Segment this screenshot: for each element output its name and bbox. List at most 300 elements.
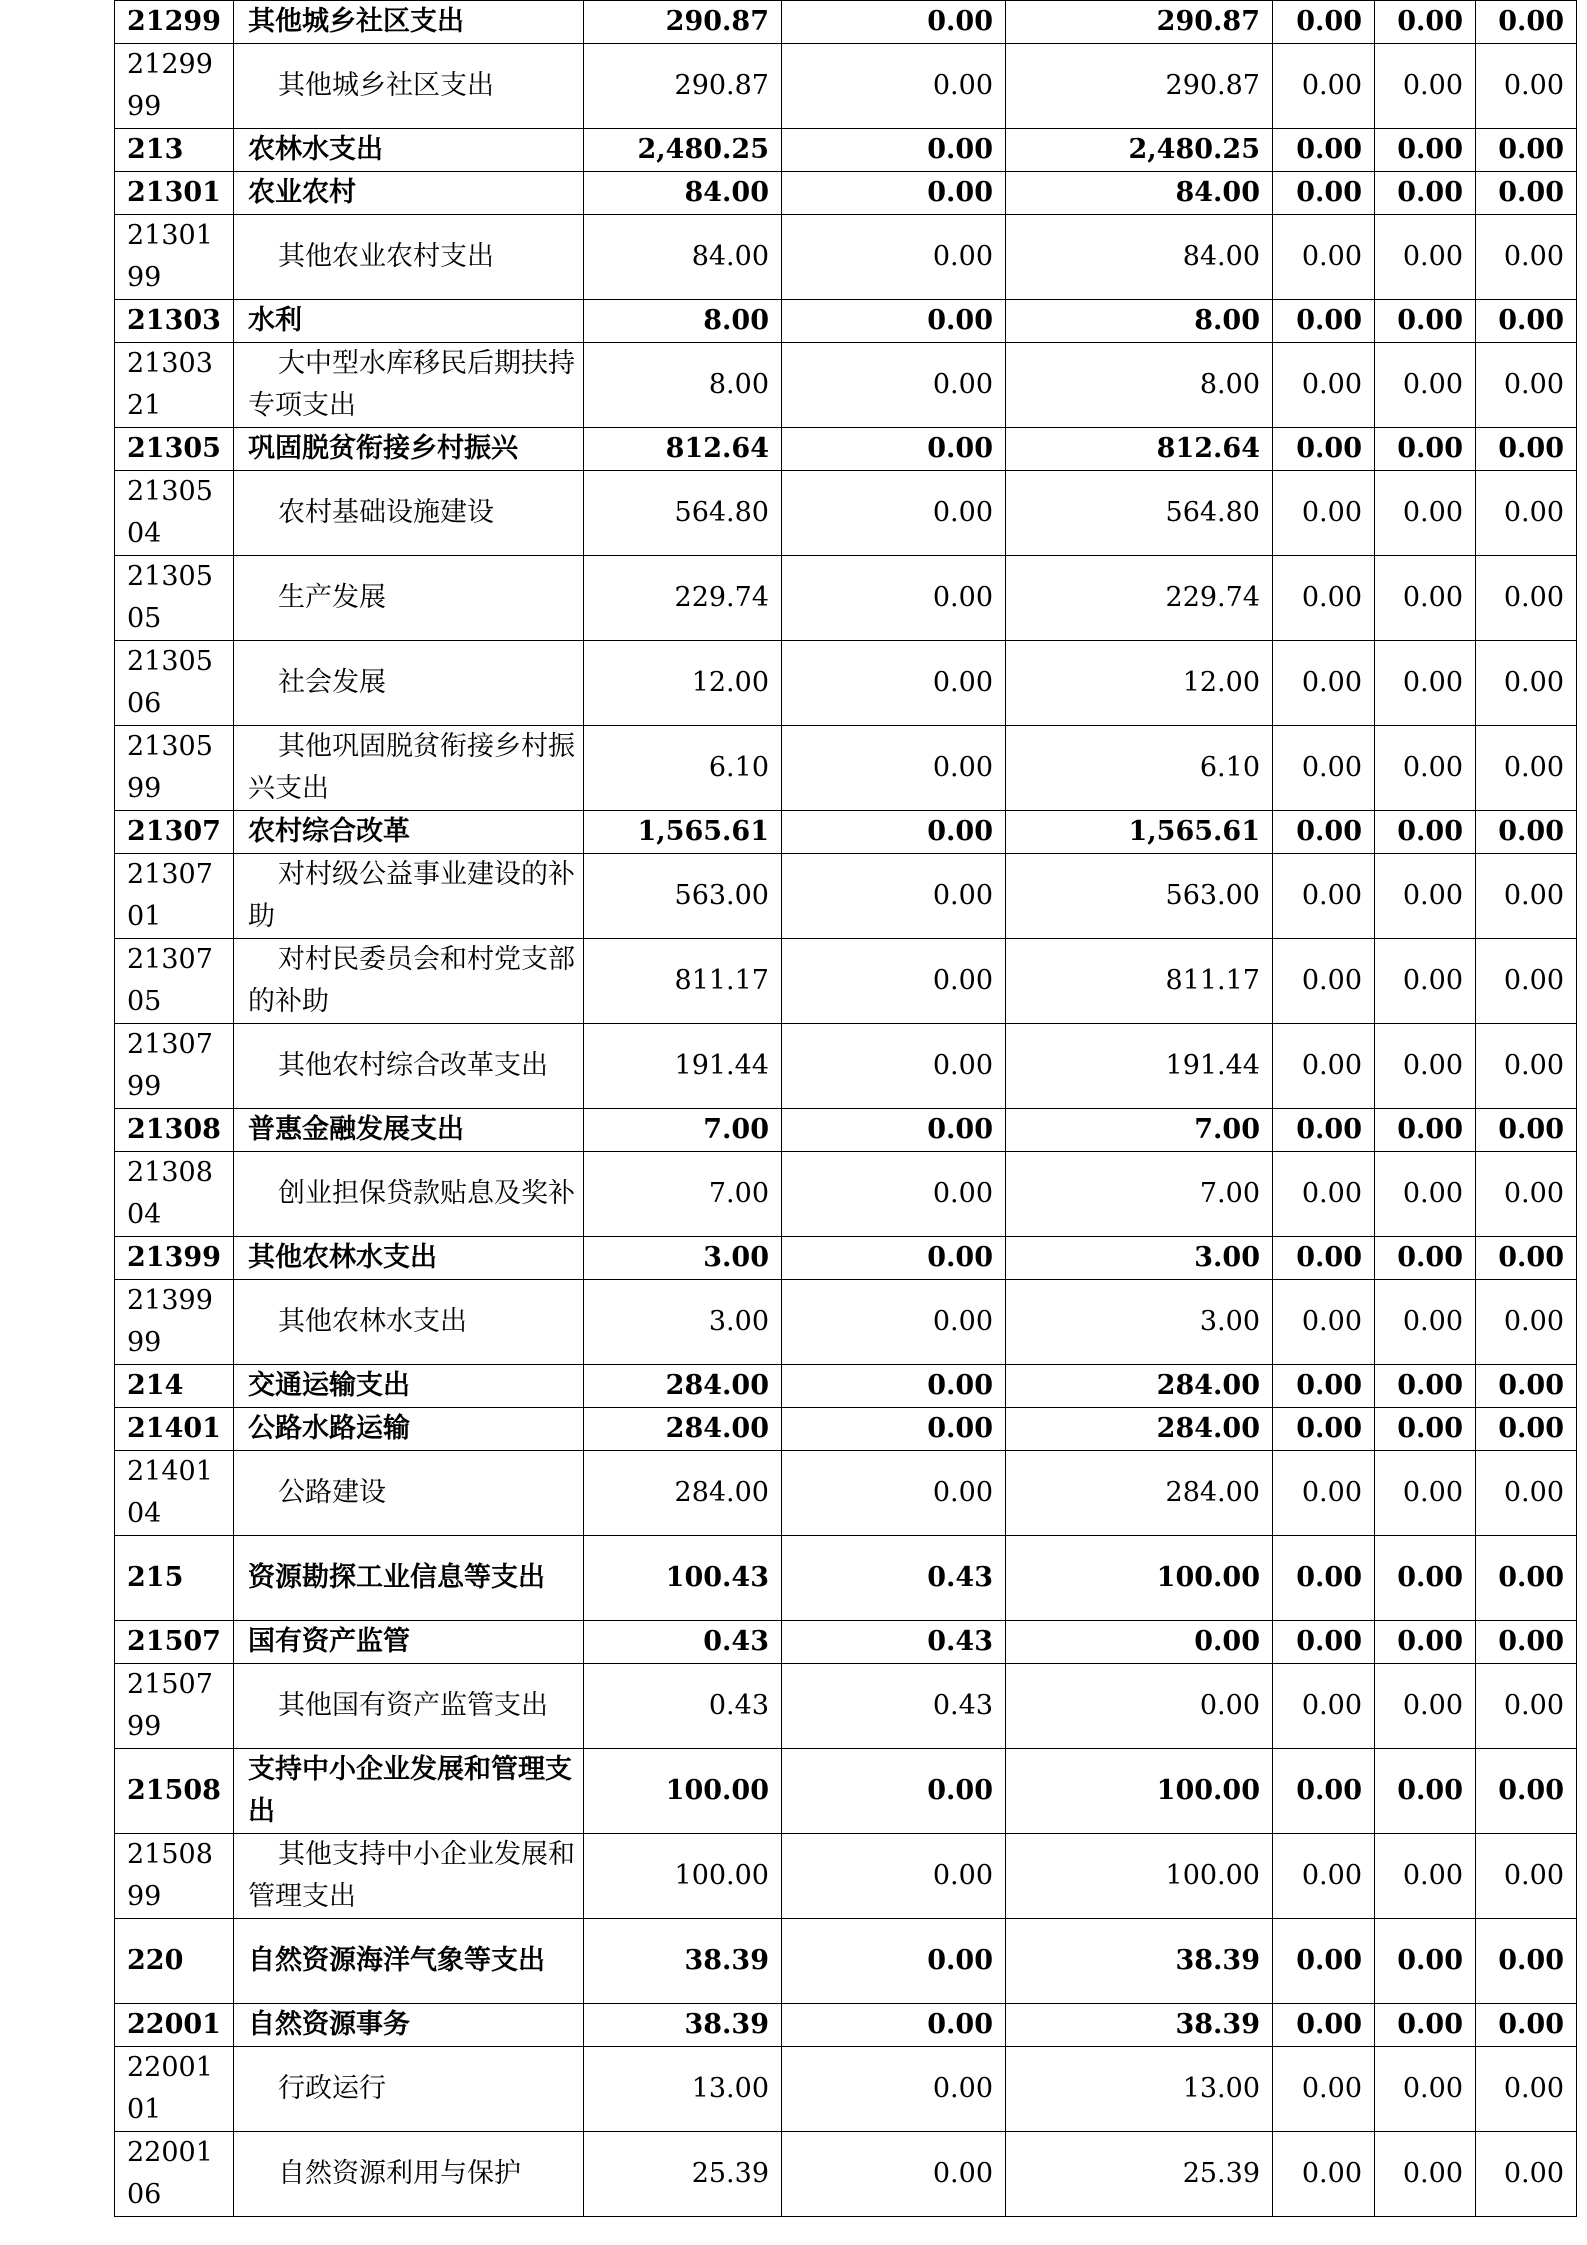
- amount-cell-basic: [782, 556, 1006, 641]
- amount-value: 0.00: [1498, 1945, 1564, 1976]
- amount-cell-c6: [1273, 1749, 1375, 1834]
- amount-cell-total: [584, 1621, 782, 1664]
- subject-code: 2130504: [127, 476, 213, 549]
- table-row: [115, 2132, 1577, 2217]
- amount-cell-c6: [1273, 1664, 1375, 1749]
- amount-cell-project: [1006, 215, 1273, 300]
- subject-code-cell: [115, 1621, 234, 1664]
- amount-cell-c6: [1273, 1280, 1375, 1365]
- amount-cell-project: [1006, 1280, 1273, 1365]
- amount-value: 0.00: [1296, 177, 1362, 208]
- amount-cell-basic: [782, 1664, 1006, 1749]
- amount-cell-project: [1006, 300, 1273, 343]
- amount-value: 38.39: [1175, 1945, 1260, 1976]
- table-row: [115, 471, 1577, 556]
- table-row: [115, 939, 1577, 1024]
- amount-cell-c7: [1375, 1451, 1476, 1536]
- table-row: [115, 641, 1577, 726]
- amount-value: 0.00: [1301, 1178, 1362, 1209]
- subject-name: 其他农林水支出: [248, 1242, 437, 1273]
- amount-cell-c8: [1476, 1024, 1577, 1109]
- amount-cell-project: [1006, 1365, 1273, 1408]
- amount-value: 191.44: [1165, 1050, 1260, 1081]
- subject-code-cell: [115, 641, 234, 726]
- subject-name-cell: [234, 1919, 584, 2004]
- subject-code: 21308: [127, 1114, 221, 1145]
- amount-cell-c6: [1273, 428, 1375, 471]
- amount-value: 290.87: [1156, 6, 1260, 37]
- amount-value: 0.00: [1301, 369, 1362, 400]
- subject-code: 2200101: [127, 2052, 213, 2125]
- amount-value: 100.00: [665, 1775, 769, 1806]
- amount-value: 0.00: [1397, 1775, 1463, 1806]
- table-row: [115, 556, 1577, 641]
- subject-code-cell: [115, 1237, 234, 1280]
- amount-value: 0.00: [1296, 1413, 1362, 1444]
- amount-cell-c7: [1375, 471, 1476, 556]
- amount-cell-c6: [1273, 172, 1375, 215]
- amount-value: 0.00: [932, 497, 993, 528]
- amount-cell-c8: [1476, 1, 1577, 44]
- subject-name: 社会发展: [278, 667, 386, 698]
- subject-name-cell: [234, 1365, 584, 1408]
- amount-cell-c8: [1476, 215, 1577, 300]
- amount-cell-total: [584, 2004, 782, 2047]
- amount-value: 812.64: [1156, 433, 1260, 464]
- amount-value: 0.00: [932, 1477, 993, 1508]
- amount-cell-c6: [1273, 2047, 1375, 2132]
- table-row: [115, 1365, 1577, 1408]
- amount-value: 6.10: [1199, 752, 1260, 783]
- amount-value: 229.74: [1165, 582, 1260, 613]
- amount-cell-c6: [1273, 641, 1375, 726]
- amount-value: 3.00: [708, 1306, 769, 1337]
- amount-cell-project: [1006, 854, 1273, 939]
- amount-cell-c7: [1375, 1237, 1476, 1280]
- amount-cell-total: [584, 939, 782, 1024]
- amount-cell-basic: [782, 1919, 1006, 2004]
- amount-cell-basic: [782, 2004, 1006, 2047]
- amount-cell-c6: [1273, 556, 1375, 641]
- amount-cell-project: [1006, 1451, 1273, 1536]
- amount-cell-c6: [1273, 1621, 1375, 1664]
- amount-cell-c6: [1273, 343, 1375, 428]
- amount-cell-c8: [1476, 1919, 1577, 2004]
- subject-code: 2130599: [127, 731, 213, 804]
- subject-code: 213: [127, 134, 184, 165]
- amount-value: 0.00: [1503, 965, 1564, 996]
- subject-code: 2130506: [127, 646, 213, 719]
- amount-value: 0.00: [1301, 582, 1362, 613]
- amount-value: 13.00: [1182, 2073, 1260, 2104]
- subject-name-cell: [234, 1451, 584, 1536]
- amount-value: 0.00: [1296, 1626, 1362, 1657]
- amount-cell-total: [584, 556, 782, 641]
- subject-name: 其他农村综合改革支出: [278, 1050, 548, 1081]
- amount-value: 284.00: [665, 1413, 769, 1444]
- amount-cell-c6: [1273, 129, 1375, 172]
- amount-value: 0.00: [1402, 667, 1463, 698]
- amount-value: 0.00: [1503, 2073, 1564, 2104]
- subject-name: 自然资源利用与保护: [278, 2158, 521, 2189]
- amount-cell-basic: [782, 1280, 1006, 1365]
- amount-cell-c8: [1476, 1280, 1577, 1365]
- subject-name: 交通运输支出: [248, 1370, 410, 1401]
- amount-value: 0.00: [1397, 6, 1463, 37]
- amount-value: 0.00: [932, 369, 993, 400]
- amount-value: 0.00: [927, 2009, 993, 2040]
- subject-name: 其他支持中小企业发展和管理支出: [248, 1839, 575, 1912]
- amount-cell-total: [584, 1408, 782, 1451]
- subject-code: 22001: [127, 2009, 221, 2040]
- amount-cell-total: [584, 641, 782, 726]
- amount-value: 100.00: [1156, 1562, 1260, 1593]
- amount-cell-c8: [1476, 300, 1577, 343]
- amount-cell-c7: [1375, 1, 1476, 44]
- amount-cell-project: [1006, 1, 1273, 44]
- amount-cell-basic: [782, 44, 1006, 129]
- amount-value: 0.00: [1503, 1477, 1564, 1508]
- amount-cell-c6: [1273, 1109, 1375, 1152]
- amount-cell-project: [1006, 471, 1273, 556]
- subject-name-cell: [234, 2004, 584, 2047]
- amount-cell-project: [1006, 811, 1273, 854]
- amount-value: 100.00: [1165, 1860, 1260, 1891]
- amount-value: 0.00: [932, 1050, 993, 1081]
- amount-value: 0.00: [1503, 497, 1564, 528]
- amount-value: 0.00: [932, 582, 993, 613]
- subject-code: 2130799: [127, 1029, 213, 1102]
- subject-code: 2139999: [127, 1285, 213, 1358]
- subject-code-cell: [115, 2132, 234, 2217]
- amount-value: 0.43: [932, 1690, 993, 1721]
- amount-cell-project: [1006, 2004, 1273, 2047]
- subject-code-cell: [115, 1536, 234, 1621]
- amount-value: 1,565.61: [1128, 816, 1260, 847]
- amount-value: 100.00: [674, 1860, 769, 1891]
- subject-name-cell: [234, 1749, 584, 1834]
- subject-name: 其他国有资产监管支出: [278, 1690, 548, 1721]
- subject-name-cell: [234, 1, 584, 44]
- subject-code-cell: [115, 1024, 234, 1109]
- amount-value: 0.00: [1402, 880, 1463, 911]
- amount-value: 0.00: [932, 667, 993, 698]
- amount-cell-c7: [1375, 1408, 1476, 1451]
- subject-code-cell: [115, 939, 234, 1024]
- amount-value: 0.00: [1397, 1413, 1463, 1444]
- amount-value: 7.00: [708, 1178, 769, 1209]
- amount-value: 38.39: [1175, 2009, 1260, 2040]
- amount-cell-project: [1006, 556, 1273, 641]
- amount-cell-total: [584, 854, 782, 939]
- amount-cell-c6: [1273, 726, 1375, 811]
- amount-cell-basic: [782, 343, 1006, 428]
- amount-cell-total: [584, 2047, 782, 2132]
- amount-cell-c8: [1476, 1451, 1577, 1536]
- subject-code-cell: [115, 1152, 234, 1237]
- amount-cell-basic: [782, 428, 1006, 471]
- amount-value: 7.00: [1199, 1178, 1260, 1209]
- subject-name-cell: [234, 1109, 584, 1152]
- amount-value: 8.00: [1194, 305, 1260, 336]
- amount-value: 0.00: [1402, 1306, 1463, 1337]
- amount-value: 563.00: [1165, 880, 1260, 911]
- subject-name: 巩固脱贫衔接乡村振兴: [248, 433, 518, 464]
- table-row: [115, 1621, 1577, 1664]
- amount-value: 0.00: [1402, 241, 1463, 272]
- amount-value: 0.00: [1397, 1945, 1463, 1976]
- amount-value: 0.00: [1301, 241, 1362, 272]
- amount-value: 84.00: [691, 241, 769, 272]
- table-row: [115, 811, 1577, 854]
- amount-cell-total: [584, 172, 782, 215]
- amount-cell-basic: [782, 215, 1006, 300]
- amount-cell-basic: [782, 172, 1006, 215]
- subject-name: 农村基础设施建设: [278, 497, 494, 528]
- amount-value: 811.17: [674, 965, 769, 996]
- subject-code: 21399: [127, 1242, 221, 1273]
- table-row: [115, 1451, 1577, 1536]
- amount-value: 0.00: [1296, 1114, 1362, 1145]
- amount-value: 0.00: [1301, 1860, 1362, 1891]
- amount-cell-c8: [1476, 641, 1577, 726]
- amount-value: 0.00: [927, 1370, 993, 1401]
- amount-cell-c6: [1273, 1365, 1375, 1408]
- table-row: [115, 1024, 1577, 1109]
- subject-code-cell: [115, 1919, 234, 2004]
- amount-cell-basic: [782, 300, 1006, 343]
- table-row: [115, 215, 1577, 300]
- subject-name: 大中型水库移民后期扶持专项支出: [248, 348, 575, 421]
- subject-name: 其他巩固脱贫衔接乡村振兴支出: [248, 731, 575, 804]
- subject-name-cell: [234, 44, 584, 129]
- amount-value: 0.00: [1503, 1860, 1564, 1891]
- amount-cell-c6: [1273, 1152, 1375, 1237]
- table-row: [115, 343, 1577, 428]
- amount-cell-total: [584, 471, 782, 556]
- amount-cell-total: [584, 300, 782, 343]
- amount-value: 290.87: [674, 70, 769, 101]
- amount-cell-basic: [782, 1365, 1006, 1408]
- amount-value: 0.00: [1397, 433, 1463, 464]
- subject-name-cell: [234, 854, 584, 939]
- amount-cell-total: [584, 726, 782, 811]
- amount-value: 0.00: [927, 134, 993, 165]
- table-row: [115, 1919, 1577, 2004]
- amount-cell-c8: [1476, 1237, 1577, 1280]
- table-row: [115, 2047, 1577, 2132]
- amount-cell-c8: [1476, 1621, 1577, 1664]
- amount-value: 0.00: [1498, 305, 1564, 336]
- amount-value: 0.00: [1503, 1306, 1564, 1337]
- amount-cell-c8: [1476, 2047, 1577, 2132]
- amount-value: 0.00: [927, 6, 993, 37]
- amount-value: 0.00: [1296, 6, 1362, 37]
- amount-value: 0.00: [1301, 1050, 1362, 1081]
- amount-cell-c6: [1273, 1919, 1375, 2004]
- amount-value: 0.00: [932, 70, 993, 101]
- amount-value: 0.00: [932, 880, 993, 911]
- subject-code-cell: [115, 129, 234, 172]
- subject-code-cell: [115, 428, 234, 471]
- amount-value: 3.00: [1199, 1306, 1260, 1337]
- subject-code: 214: [127, 1370, 184, 1401]
- amount-value: 3.00: [1194, 1242, 1260, 1273]
- table-row: [115, 1408, 1577, 1451]
- amount-cell-total: [584, 1451, 782, 1536]
- amount-cell-total: [584, 1664, 782, 1749]
- amount-value: 0.00: [1301, 497, 1362, 528]
- amount-cell-basic: [782, 1109, 1006, 1152]
- amount-cell-basic: [782, 1834, 1006, 1919]
- amount-cell-c8: [1476, 1834, 1577, 1919]
- subject-code-cell: [115, 1408, 234, 1451]
- amount-value: 564.80: [674, 497, 769, 528]
- amount-cell-basic: [782, 641, 1006, 726]
- budget-table-body: [115, 1, 1577, 2217]
- subject-name: 农林水支出: [248, 134, 383, 165]
- amount-cell-basic: [782, 1024, 1006, 1109]
- amount-value: 25.39: [691, 2158, 769, 2189]
- amount-value: 0.00: [1296, 134, 1362, 165]
- amount-cell-c7: [1375, 556, 1476, 641]
- amount-cell-project: [1006, 1834, 1273, 1919]
- amount-cell-c7: [1375, 1024, 1476, 1109]
- subject-code-cell: [115, 811, 234, 854]
- amount-value: 25.39: [1182, 2158, 1260, 2189]
- subject-code-cell: [115, 726, 234, 811]
- amount-cell-c7: [1375, 854, 1476, 939]
- amount-cell-c6: [1273, 854, 1375, 939]
- amount-value: 0.00: [932, 1178, 993, 1209]
- amount-value: 0.00: [1503, 369, 1564, 400]
- amount-value: 100.43: [665, 1562, 769, 1593]
- budget-table: [114, 0, 1577, 2217]
- amount-cell-c7: [1375, 44, 1476, 129]
- amount-value: 8.00: [1199, 369, 1260, 400]
- amount-value: 84.00: [1182, 241, 1260, 272]
- amount-cell-basic: [782, 2132, 1006, 2217]
- amount-cell-c6: [1273, 300, 1375, 343]
- amount-value: 0.00: [1296, 1945, 1362, 1976]
- amount-value: 0.00: [1503, 1050, 1564, 1081]
- subject-name: 其他城乡社区支出: [278, 70, 494, 101]
- amount-cell-c6: [1273, 1408, 1375, 1451]
- amount-cell-total: [584, 1834, 782, 1919]
- subject-name: 支持中小企业发展和管理支出: [248, 1754, 572, 1827]
- amount-cell-project: [1006, 1109, 1273, 1152]
- subject-name-cell: [234, 1621, 584, 1664]
- amount-cell-c8: [1476, 726, 1577, 811]
- amount-value: 84.00: [1175, 177, 1260, 208]
- amount-cell-basic: [782, 2047, 1006, 2132]
- amount-cell-project: [1006, 1536, 1273, 1621]
- amount-value: 0.00: [1498, 1413, 1564, 1444]
- amount-value: 0.00: [1301, 1306, 1362, 1337]
- subject-code-cell: [115, 471, 234, 556]
- amount-value: 0.00: [1402, 70, 1463, 101]
- amount-cell-project: [1006, 172, 1273, 215]
- amount-cell-project: [1006, 2047, 1273, 2132]
- amount-value: 0.00: [1498, 1775, 1564, 1806]
- amount-value: 0.00: [932, 965, 993, 996]
- amount-cell-c8: [1476, 811, 1577, 854]
- amount-cell-c8: [1476, 1536, 1577, 1621]
- amount-cell-basic: [782, 1451, 1006, 1536]
- subject-name: 其他城乡社区支出: [248, 6, 464, 37]
- amount-value: 0.00: [1301, 965, 1362, 996]
- amount-value: 0.00: [1301, 752, 1362, 783]
- table-row: [115, 300, 1577, 343]
- amount-cell-total: [584, 129, 782, 172]
- subject-code-cell: [115, 300, 234, 343]
- amount-cell-c8: [1476, 44, 1577, 129]
- amount-cell-total: [584, 1919, 782, 2004]
- amount-cell-c7: [1375, 1664, 1476, 1749]
- amount-value: 0.00: [1301, 1690, 1362, 1721]
- table-row: [115, 1749, 1577, 1834]
- amount-cell-c8: [1476, 2132, 1577, 2217]
- subject-name: 创业担保贷款贴息及奖补: [278, 1178, 575, 1209]
- amount-cell-total: [584, 811, 782, 854]
- amount-cell-project: [1006, 2132, 1273, 2217]
- amount-value: 0.43: [708, 1690, 769, 1721]
- amount-cell-basic: [782, 854, 1006, 939]
- subject-name: 国有资产监管: [248, 1626, 410, 1657]
- subject-code-cell: [115, 343, 234, 428]
- table-row: [115, 1536, 1577, 1621]
- subject-name-cell: [234, 939, 584, 1024]
- subject-code: 2130199: [127, 220, 213, 293]
- amount-cell-project: [1006, 1024, 1273, 1109]
- subject-code: 2130505: [127, 561, 213, 634]
- subject-code: 21401: [127, 1413, 221, 1444]
- amount-cell-c7: [1375, 1152, 1476, 1237]
- amount-value: 0.00: [932, 752, 993, 783]
- amount-value: 191.44: [674, 1050, 769, 1081]
- table-row: [115, 2004, 1577, 2047]
- amount-value: 0.00: [1402, 752, 1463, 783]
- amount-value: 2,480.25: [1128, 134, 1260, 165]
- subject-code: 2130804: [127, 1157, 213, 1230]
- subject-code: 21508: [127, 1775, 221, 1806]
- subject-code: 2200106: [127, 2137, 213, 2210]
- subject-code-cell: [115, 1280, 234, 1365]
- amount-value: 0.43: [927, 1562, 993, 1593]
- subject-code-cell: [115, 1451, 234, 1536]
- amount-value: 0.00: [1503, 880, 1564, 911]
- amount-cell-total: [584, 1749, 782, 1834]
- amount-value: 0.00: [1503, 667, 1564, 698]
- subject-code-cell: [115, 1, 234, 44]
- amount-cell-c7: [1375, 811, 1476, 854]
- amount-value: 0.00: [1301, 1477, 1362, 1508]
- amount-value: 2,480.25: [637, 134, 769, 165]
- amount-cell-project: [1006, 1237, 1273, 1280]
- subject-name-cell: [234, 2132, 584, 2217]
- amount-value: 7.00: [703, 1114, 769, 1145]
- amount-value: 0.00: [1296, 2009, 1362, 2040]
- amount-cell-c8: [1476, 854, 1577, 939]
- subject-code: 2150899: [127, 1839, 213, 1912]
- amount-cell-total: [584, 1, 782, 44]
- amount-value: 0.00: [1498, 433, 1564, 464]
- amount-cell-total: [584, 44, 782, 129]
- subject-code-cell: [115, 1365, 234, 1408]
- subject-name: 生产发展: [278, 582, 386, 613]
- amount-cell-c7: [1375, 1749, 1476, 1834]
- subject-name: 其他农业农村支出: [278, 241, 494, 272]
